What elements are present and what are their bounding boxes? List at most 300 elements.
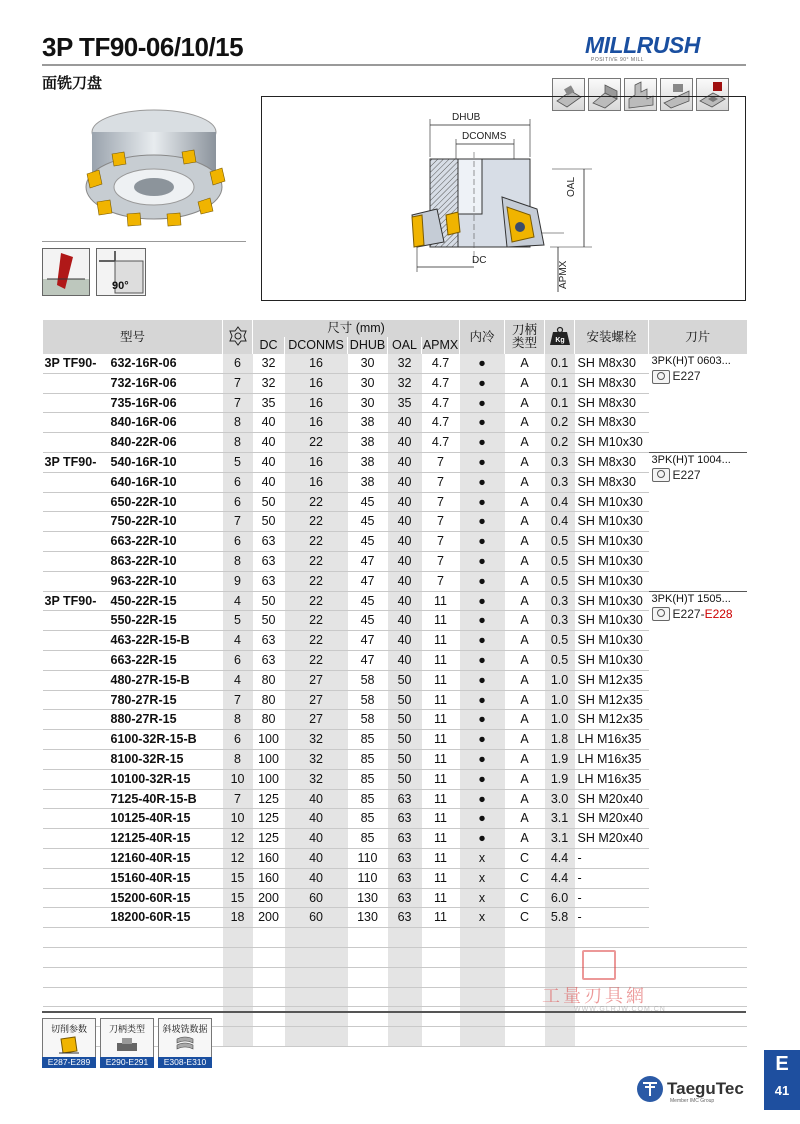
cell-type: C (505, 908, 545, 928)
cell-dc: 35 (253, 393, 285, 413)
cell-type: A (505, 512, 545, 532)
empty-cell (348, 928, 388, 948)
shank-type-icon (115, 1035, 139, 1055)
empty-cell (649, 1027, 747, 1047)
cell-oal: 32 (388, 354, 422, 373)
empty-cell (422, 1027, 460, 1047)
empty-cell (348, 1007, 388, 1027)
cell-oal: 40 (388, 413, 422, 433)
cell-coolant: x (460, 848, 505, 868)
apmx-header: APMX (422, 338, 459, 352)
cell-dhub: 30 (348, 354, 388, 373)
cell-dhub: 58 (348, 690, 388, 710)
table-row (43, 354, 747, 373)
cell-apmx: 11 (422, 591, 460, 611)
cell-dc: 160 (253, 848, 285, 868)
empty-cell (43, 947, 108, 967)
table-row (43, 551, 747, 571)
cell-z: 8 (223, 710, 253, 730)
cell-screw: SH M8x30 (575, 452, 649, 472)
empty-cell (505, 1027, 545, 1047)
cell-apmx: 11 (422, 848, 460, 868)
cell-z: 18 (223, 908, 253, 928)
cell-coolant: ● (460, 354, 505, 373)
cell-dhub: 45 (348, 611, 388, 631)
screw-header: 安装螺栓 (575, 320, 649, 354)
cell-kg: 0.3 (545, 472, 575, 492)
page-number: 41 (774, 1083, 790, 1098)
model-code: 6100-32R-15-B (108, 730, 223, 750)
empty-row (43, 928, 747, 948)
cell-dc: 63 (253, 532, 285, 552)
cell-dconms: 22 (285, 433, 348, 453)
cell-screw: SH M10x30 (575, 512, 649, 532)
cell-apmx: 11 (422, 829, 460, 849)
cell-coolant: ● (460, 631, 505, 651)
cell-kg: 0.2 (545, 433, 575, 453)
cell-dconms: 27 (285, 690, 348, 710)
cell-oal: 40 (388, 571, 422, 591)
cell-coolant: x (460, 908, 505, 928)
table-row (43, 413, 747, 433)
model-code: 640-16R-10 (108, 472, 223, 492)
cell-coolant: ● (460, 373, 505, 393)
cell-dc: 50 (253, 512, 285, 532)
dhub-header: DHUB (348, 337, 388, 354)
coolant-header: 内冷 (460, 320, 505, 354)
cell-kg: 1.0 (545, 690, 575, 710)
cell-z: 6 (223, 532, 253, 552)
empty-cell (460, 1007, 505, 1027)
model-code: 880-27R-15 (108, 710, 223, 730)
cell-oal: 63 (388, 908, 422, 928)
series-prefix (43, 710, 108, 730)
cutter-product-photo (72, 92, 232, 232)
cell-dc: 32 (253, 373, 285, 393)
shank-type-reference[interactable] (100, 1018, 154, 1068)
cell-screw: SH M10x30 (575, 591, 649, 611)
cell-dc: 160 (253, 868, 285, 888)
cell-type: A (505, 433, 545, 453)
cell-oal: 40 (388, 512, 422, 532)
cell-dc: 50 (253, 591, 285, 611)
table-row (43, 769, 747, 789)
cell-apmx: 11 (422, 650, 460, 670)
cell-coolant: ● (460, 591, 505, 611)
series-prefix (43, 749, 108, 769)
cell-z: 12 (223, 829, 253, 849)
cell-coolant: ● (460, 611, 505, 631)
cell-kg: 5.8 (545, 908, 575, 928)
cell-apmx: 11 (422, 710, 460, 730)
cell-dc: 200 (253, 908, 285, 928)
cell-dconms: 22 (285, 512, 348, 532)
cell-kg: 1.0 (545, 710, 575, 730)
cell-dhub: 130 (348, 888, 388, 908)
millrush-logo (585, 32, 747, 62)
cell-dc: 40 (253, 433, 285, 453)
catalog-reference-icon (652, 607, 670, 621)
cell-coolant: ● (460, 690, 505, 710)
cell-apmx: 4.7 (422, 433, 460, 453)
oal-header: OAL (388, 337, 422, 354)
cell-coolant: ● (460, 413, 505, 433)
empty-cell (460, 967, 505, 987)
model-code: 12160-40R-15 (108, 848, 223, 868)
cell-oal: 50 (388, 730, 422, 750)
cell-screw: LH M16x35 (575, 769, 649, 789)
cell-kg: 1.8 (545, 730, 575, 750)
cell-dhub: 47 (348, 631, 388, 651)
catalog-reference-icon (652, 370, 670, 384)
cell-z: 4 (223, 670, 253, 690)
empty-cell (422, 947, 460, 967)
cell-oal: 40 (388, 492, 422, 512)
cell-oal: 40 (388, 650, 422, 670)
series-prefix (43, 393, 108, 413)
cell-screw: SH M8x30 (575, 472, 649, 492)
cell-apmx: 4.7 (422, 393, 460, 413)
empty-cell (253, 947, 285, 967)
series-prefix (43, 631, 108, 651)
cell-z: 7 (223, 690, 253, 710)
cell-screw: SH M10x30 (575, 611, 649, 631)
cell-dc: 40 (253, 452, 285, 472)
model-code: 963-22R-10 (108, 571, 223, 591)
cell-coolant: ● (460, 829, 505, 849)
cell-dconms: 40 (285, 809, 348, 829)
cell-type: A (505, 532, 545, 552)
cell-dhub: 85 (348, 829, 388, 849)
table-row (43, 631, 747, 651)
cell-apmx: 11 (422, 611, 460, 631)
series-prefix (43, 789, 108, 809)
reference-label: 刀柄类型 (108, 1024, 145, 1034)
cell-apmx: 11 (422, 769, 460, 789)
reference-links (42, 1018, 212, 1068)
empty-cell (285, 1007, 348, 1027)
oal-label: OAL (566, 176, 577, 197)
model-code: 12125-40R-15 (108, 829, 223, 849)
cell-oal: 32 (388, 373, 422, 393)
cell-oal: 40 (388, 452, 422, 472)
cell-screw: SH M10x30 (575, 571, 649, 591)
series-prefix (43, 611, 108, 631)
svg-text:Kg: Kg (554, 336, 565, 344)
section-letter: E (775, 1053, 789, 1075)
model-code: 463-22R-15-B (108, 631, 223, 651)
cell-coolant: ● (460, 650, 505, 670)
cell-dhub: 58 (348, 670, 388, 690)
page-subtitle: 面铣刀盘 (42, 75, 103, 92)
cell-screw: SH M10x30 (575, 433, 649, 453)
insert-designation: 3PK(H)T 1004... (651, 453, 731, 466)
cell-dconms: 27 (285, 710, 348, 730)
insert-page-link[interactable] (652, 468, 747, 483)
cell-type: A (505, 551, 545, 571)
cell-kg: 3.0 (545, 789, 575, 809)
cell-dconms: 32 (285, 749, 348, 769)
cell-dc: 32 (253, 354, 285, 373)
cell-apmx: 11 (422, 908, 460, 928)
cell-oal: 40 (388, 551, 422, 571)
table-row (43, 848, 747, 868)
title-rule (42, 64, 746, 66)
empty-cell (348, 967, 388, 987)
empty-cell (223, 947, 253, 967)
cell-z: 6 (223, 730, 253, 750)
cell-oal: 40 (388, 631, 422, 651)
model-code: 15160-40R-15 (108, 868, 223, 888)
empty-cell (460, 928, 505, 948)
cell-type: A (505, 690, 545, 710)
empty-cell (422, 928, 460, 948)
cell-apmx: 11 (422, 690, 460, 710)
cell-kg: 0.5 (545, 532, 575, 552)
cell-kg: 0.4 (545, 492, 575, 512)
cell-coolant: ● (460, 749, 505, 769)
cell-dc: 63 (253, 571, 285, 591)
empty-cell (348, 1027, 388, 1047)
model-code: 780-27R-15 (108, 690, 223, 710)
cell-dhub: 38 (348, 433, 388, 453)
cell-type: C (505, 888, 545, 908)
photo-divider (42, 241, 246, 242)
cell-coolant: ● (460, 571, 505, 591)
dimensions-header: 尺寸 (mm) (253, 320, 460, 337)
model-code: 863-22R-10 (108, 551, 223, 571)
cell-dhub: 38 (348, 452, 388, 472)
cell-type: A (505, 611, 545, 631)
cell-screw: SH M12x35 (575, 690, 649, 710)
cell-z: 8 (223, 433, 253, 453)
model-code: 663-22R-15 (108, 650, 223, 670)
series-prefix (43, 809, 108, 829)
cell-dhub: 47 (348, 571, 388, 591)
model-code: 550-22R-15 (108, 611, 223, 631)
empty-cell (649, 928, 747, 948)
cell-z: 6 (223, 472, 253, 492)
model-code: 18200-60R-15 (108, 908, 223, 928)
series-prefix (43, 551, 108, 571)
cell-dconms: 22 (285, 611, 348, 631)
empty-cell (422, 967, 460, 987)
cell-dconms: 22 (285, 532, 348, 552)
cell-coolant: ● (460, 433, 505, 453)
cell-kg: 1.9 (545, 769, 575, 789)
empty-cell (253, 928, 285, 948)
empty-cell (388, 1007, 422, 1027)
cell-dhub: 85 (348, 809, 388, 829)
cell-z: 6 (223, 354, 253, 373)
cutting-data-reference[interactable] (42, 1018, 96, 1068)
series-prefix (43, 433, 108, 453)
cell-dhub: 85 (348, 749, 388, 769)
cell-dhub: 58 (348, 710, 388, 730)
cell-dhub: 47 (348, 650, 388, 670)
cell-dc: 80 (253, 690, 285, 710)
empty-cell (253, 967, 285, 987)
cell-dhub: 45 (348, 591, 388, 611)
cell-screw: LH M16x35 (575, 749, 649, 769)
dconms-label: DCONMS (462, 131, 507, 142)
table-row (43, 492, 747, 512)
cell-oal: 50 (388, 769, 422, 789)
cell-dhub: 38 (348, 472, 388, 492)
cell-apmx: 11 (422, 868, 460, 888)
cell-coolant: ● (460, 452, 505, 472)
cell-kg: 1.0 (545, 670, 575, 690)
empty-cell (223, 1007, 253, 1027)
cell-apmx: 11 (422, 888, 460, 908)
cell-coolant: ● (460, 710, 505, 730)
cell-dhub: 30 (348, 373, 388, 393)
cell-dconms: 22 (285, 571, 348, 591)
cell-oal: 50 (388, 749, 422, 769)
table-row (43, 373, 747, 393)
cell-oal: 40 (388, 472, 422, 492)
cell-type: A (505, 571, 545, 591)
series-prefix (43, 670, 108, 690)
cell-type: A (505, 393, 545, 413)
cell-type: A (505, 452, 545, 472)
brand-name: MILLRUSH (585, 32, 700, 58)
cell-z: 7 (223, 393, 253, 413)
table-row (43, 591, 747, 611)
cell-apmx: 7 (422, 551, 460, 571)
cell-oal: 35 (388, 393, 422, 413)
cell-type: A (505, 591, 545, 611)
cell-dc: 80 (253, 670, 285, 690)
empty-cell (422, 1007, 460, 1027)
cell-type: A (505, 730, 545, 750)
cell-kg: 0.3 (545, 611, 575, 631)
cell-screw: - (575, 848, 649, 868)
cell-coolant: ● (460, 472, 505, 492)
empty-cell (388, 947, 422, 967)
cell-apmx: 7 (422, 452, 460, 472)
cell-dhub: 85 (348, 769, 388, 789)
weight-icon (549, 326, 571, 346)
empty-cell (43, 967, 108, 987)
cell-dc: 63 (253, 631, 285, 651)
empty-cell (285, 947, 348, 967)
cell-z: 15 (223, 868, 253, 888)
weight-header (545, 320, 575, 354)
cell-z: 5 (223, 452, 253, 472)
table-row (43, 888, 747, 908)
cell-screw: SH M20x40 (575, 789, 649, 809)
cell-dc: 63 (253, 551, 285, 571)
cell-z: 5 (223, 611, 253, 631)
cell-type: C (505, 848, 545, 868)
table-row (43, 472, 747, 492)
cell-screw: SH M8x30 (575, 354, 649, 373)
cell-z: 12 (223, 848, 253, 868)
cell-z: 10 (223, 769, 253, 789)
cell-kg: 0.5 (545, 650, 575, 670)
cell-z: 6 (223, 650, 253, 670)
cell-dhub: 110 (348, 868, 388, 888)
cell-dconms: 40 (285, 868, 348, 888)
cell-dhub: 130 (348, 908, 388, 928)
empty-cell (348, 947, 388, 967)
cell-dconms: 60 (285, 888, 348, 908)
insert-page-link[interactable] (652, 369, 747, 384)
empty-cell (388, 1027, 422, 1047)
cell-coolant: ● (460, 393, 505, 413)
empty-cell (285, 967, 348, 987)
cell-type: A (505, 631, 545, 651)
empty-cell (223, 1027, 253, 1047)
cell-dconms: 60 (285, 908, 348, 928)
cell-dconms: 16 (285, 373, 348, 393)
cell-screw: LH M16x35 (575, 730, 649, 750)
cell-dc: 50 (253, 611, 285, 631)
cell-kg: 3.1 (545, 829, 575, 849)
model-code: 650-22R-10 (108, 492, 223, 512)
cell-dconms: 22 (285, 650, 348, 670)
series-prefix (43, 888, 108, 908)
insert-header: 刀片 (649, 320, 747, 354)
cell-kg: 1.9 (545, 749, 575, 769)
cell-type: A (505, 354, 545, 373)
table-row (43, 532, 747, 552)
cell-type: A (505, 413, 545, 433)
model-header: 型号 (43, 320, 223, 354)
cell-screw: SH M10x30 (575, 492, 649, 512)
cell-dconms: 16 (285, 393, 348, 413)
series-prefix (43, 571, 108, 591)
empty-cell (285, 987, 348, 1007)
dc-label: DC (472, 255, 487, 266)
cell-screw: SH M8x30 (575, 373, 649, 393)
cell-coolant: x (460, 888, 505, 908)
cell-screw: SH M8x30 (575, 393, 649, 413)
cell-type: A (505, 789, 545, 809)
empty-cell (108, 987, 223, 1007)
cell-dc: 63 (253, 650, 285, 670)
cell-dc: 125 (253, 789, 285, 809)
series-prefix (43, 650, 108, 670)
dimension-diagram (261, 96, 746, 301)
empty-cell (575, 928, 649, 948)
cell-z: 8 (223, 413, 253, 433)
cell-coolant: ● (460, 789, 505, 809)
cell-kg: 0.5 (545, 571, 575, 591)
cell-kg: 0.1 (545, 373, 575, 393)
cell-coolant: ● (460, 512, 505, 532)
empty-cell (505, 928, 545, 948)
cell-kg: 0.5 (545, 631, 575, 651)
series-prefix: 3P TF90- (43, 452, 108, 472)
table-row (43, 512, 747, 532)
empty-cell (348, 987, 388, 1007)
insert-cell (649, 354, 747, 452)
series-prefix (43, 512, 108, 532)
ramping-data-reference[interactable] (158, 1018, 212, 1068)
taegutec-emblem (637, 1076, 663, 1102)
cutter-cross-section (262, 97, 745, 300)
series-prefix (43, 492, 108, 512)
insert-page-link[interactable] (652, 607, 747, 622)
dconms-header: DCONMS (285, 337, 348, 354)
table-row (43, 730, 747, 750)
cell-apmx: 4.7 (422, 354, 460, 373)
cell-apmx: 11 (422, 631, 460, 651)
table-row (43, 650, 747, 670)
insert-page: E227- (672, 606, 705, 621)
